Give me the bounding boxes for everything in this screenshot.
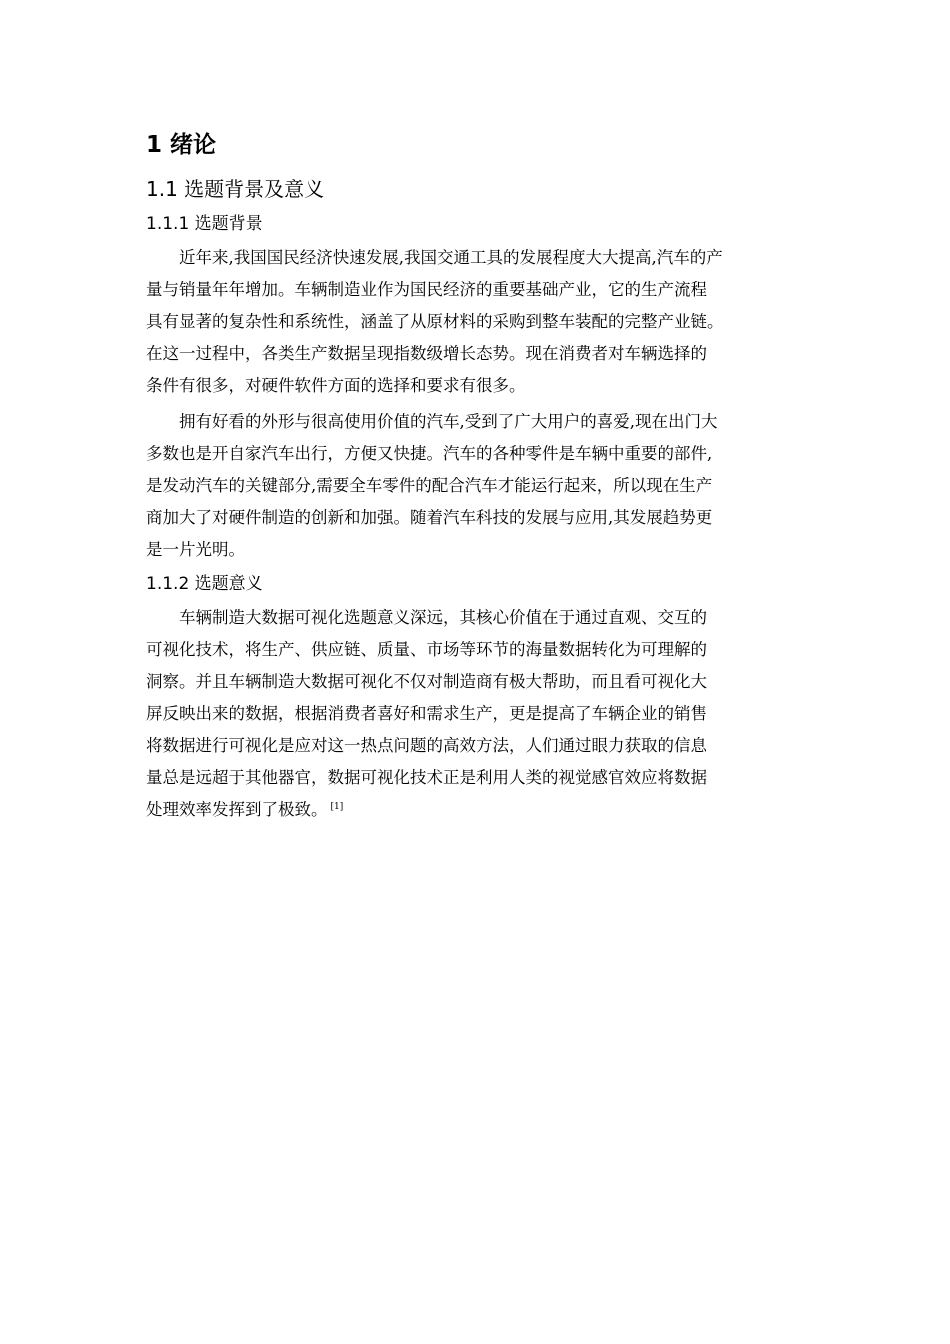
- text-line: 具有显著的复杂性和系统性，涵盖了从原材料的采购到整车装配的完整产业链。: [146, 312, 724, 331]
- text-line: 是一片光明。: [146, 540, 245, 559]
- text-line-last: [146, 794, 806, 826]
- text-line-content: 处理效率发挥到了极致。: [146, 800, 328, 819]
- text-line: 量与销量年年增加。车辆制造业作为国民经济的重要基础产业，它的生产流程: [146, 280, 707, 299]
- text-line: 近年来,我国国民经济快速发展,我国交通工具的发展程度大大提高,汽车的产: [179, 248, 723, 267]
- text-line: 多数也是开自家汽车出行，方便又快捷。汽车的各种零件是车辆中重要的部件,: [146, 444, 713, 463]
- text-line: 车辆制造大数据可视化选题意义深远，其核心价值在于通过直观、交互的: [179, 608, 707, 627]
- section-title: 1.1 选题背景及意义: [146, 177, 325, 201]
- text-line: 将数据进行可视化是应对这一热点问题的高效方法，人们通过眼力获取的信息: [146, 736, 707, 755]
- citation-marker: [1]: [330, 801, 344, 812]
- text-line: 可视化技术，将生产、供应链、质量、市场等环节的海量数据转化为可理解的: [146, 640, 707, 659]
- text-line: 拥有好看的外形与很高使用价值的汽车,受到了广大用户的喜爱,现在出门大: [179, 412, 718, 431]
- text-line: 条件有很多，对硬件软件方面的选择和要求有很多。: [146, 376, 526, 395]
- paragraph-background-1: [146, 242, 806, 402]
- subsection-title-significance: 1.1.2 选题意义: [146, 574, 263, 594]
- text-line: 量总是远超于其他器官，数据可视化技术正是利用人类的视觉感官效应将数据: [146, 768, 707, 787]
- text-line: 商加大了对硬件制造的创新和加强。随着汽车科技的发展与应用,其发展趋势更: [146, 508, 713, 527]
- text-line: 是发动汽车的关键部分,需要全车零件的配合汽车才能运行起来，所以现在生产: [146, 476, 713, 495]
- document-body: [146, 128, 806, 830]
- subsection-title-background: 1.1.1 选题背景: [146, 214, 263, 234]
- chapter-title: 1 绪论: [146, 132, 217, 158]
- text-line: 洞察。并且车辆制造大数据可视化不仅对制造商有极大帮助，而且看可视化大: [146, 672, 707, 691]
- paragraph-significance: [146, 602, 806, 826]
- paragraph-background-2: [146, 406, 806, 566]
- text-line: 屏反映出来的数据，根据消费者喜好和需求生产，更是提高了车辆企业的销售: [146, 704, 707, 723]
- text-line: 在这一过程中，各类生产数据呈现指数级增长态势。现在消费者对车辆选择的: [146, 344, 707, 363]
